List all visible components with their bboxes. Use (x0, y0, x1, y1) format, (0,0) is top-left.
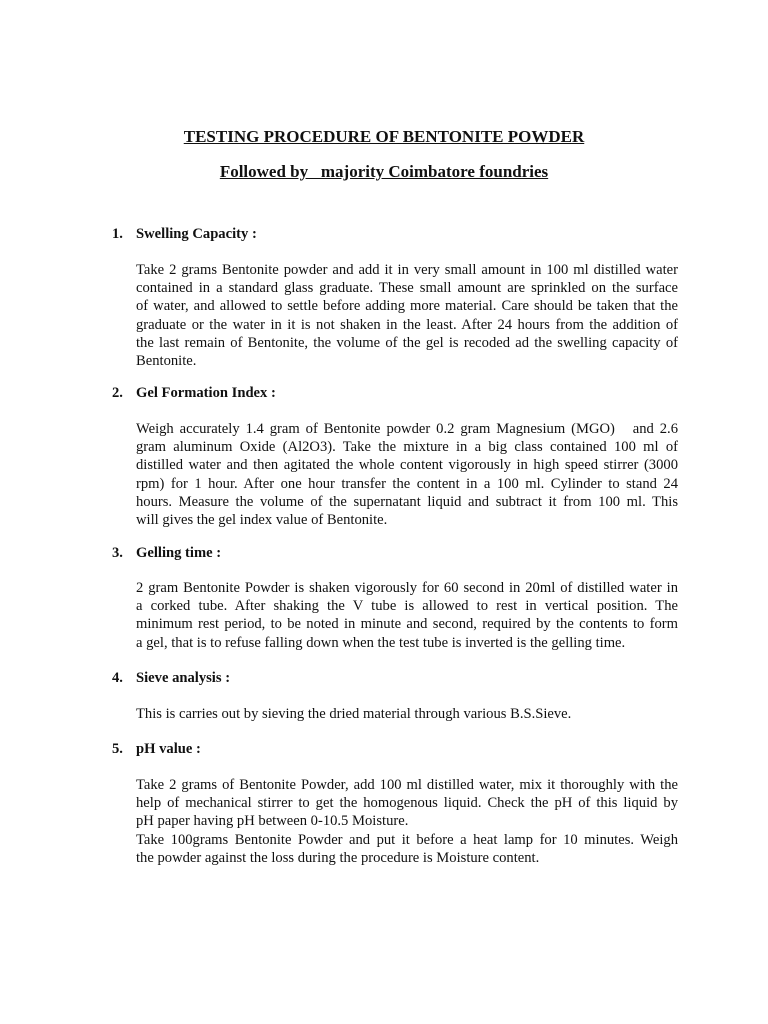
body-line: will gives the gel index value of Bentonite. (136, 512, 388, 529)
section-number: 1. (112, 226, 123, 242)
section-body-sieve-analysis (136, 705, 678, 723)
body-line: Bentonite. (136, 353, 197, 370)
section-heading-gelling-time (112, 544, 221, 562)
body-line: Weigh accurately 1.4 gram of Bentonite powder 0.2 gram Magnesium (MGO) and 2.6 (136, 421, 678, 437)
body-line: of water, and allowed to settle before adding more material. Care should be taken that the (136, 298, 678, 315)
section-title: Gel Formation Index : (136, 385, 276, 401)
body-line: pH paper having pH between 0-10.5 Moisture. (136, 813, 409, 830)
section-title: Gelling time : (136, 545, 222, 561)
section-title: Sieve analysis : (136, 670, 231, 686)
section-title: Swelling Capacity : (136, 226, 257, 242)
body-line: help of mechanical stirrer to get the homogenous liquid. Check the pH of this liquid by (136, 795, 678, 812)
body-line: hours. Measure the volume of the supernatant liquid and subtract it from 100 ml. This (136, 493, 678, 510)
body-line: minimum rest period, to be noted in minute and second, required by the contents to form (136, 616, 678, 633)
section-body-gel-formation-index (136, 420, 678, 529)
body-line: contained in a standard glass graduate. These small amount are sprinkled on the surface (136, 280, 678, 297)
body-line: 2 gram Bentonite Powder is shaken vigorously for 60 second in 20ml of distilled water in (136, 580, 678, 596)
section-number: 2. (112, 385, 123, 401)
body-line: graduate or the water in it is not shaken in the least. After 24 hours from the addition of (136, 316, 678, 333)
body-line: a gel, that is to refuse falling down when the test tube is inverted is the gelling time. (136, 634, 626, 651)
document-title: TESTING PROCEDURE OF BENTONITE POWDER (183, 127, 585, 146)
section-heading-gel-formation-index (112, 384, 276, 402)
section-number: 5. (112, 741, 123, 757)
body-line: Take 2 grams of Bentonite Powder, add 100 ml distilled water, mix it thoroughly with the (136, 777, 678, 793)
document-subtitle: Followed by majority Coimbatore foundries (219, 162, 549, 181)
section-heading-sieve-analysis (112, 669, 230, 687)
body-line: distilled water and then agitated the whole content vigorously in high speed stirrer (3000 (136, 457, 678, 474)
section-body-swelling-capacity (136, 261, 678, 370)
body-line: a corked tube. After shaking the V tube is allowed to rest in vertical position. The (136, 598, 678, 615)
section-number: 4. (112, 670, 123, 686)
section-heading-swelling-capacity (112, 225, 257, 243)
section-number: 3. (112, 545, 123, 561)
body-line: gram aluminum Oxide (Al2O3). Take the mixture in a big class contained 100 ml of (136, 439, 678, 456)
body-line: rpm) for 1 hour. After one hour transfer the content in a 100 ml. Cylinder to stand 24 (136, 475, 678, 492)
section-body-gelling-time (136, 579, 678, 652)
body-line: Take 2 grams Bentonite powder and add it in very small amount in 100 ml distilled water (136, 262, 678, 278)
section-heading-ph-value (112, 740, 201, 758)
body-line: This is carries out by sieving the dried material through various B.S.Sieve. (136, 706, 572, 722)
body-line: the powder against the loss during the procedure is Moisture content. (136, 849, 540, 866)
section-body-ph-value (136, 776, 678, 867)
body-line: Take 100grams Bentonite Powder and put it before a heat lamp for 10 minutes. Weigh (136, 831, 678, 848)
body-line: the last remain of Bentonite, the volume of the gel is recoded ad the swelling capacity of (136, 334, 678, 351)
section-title: pH value : (136, 741, 201, 757)
